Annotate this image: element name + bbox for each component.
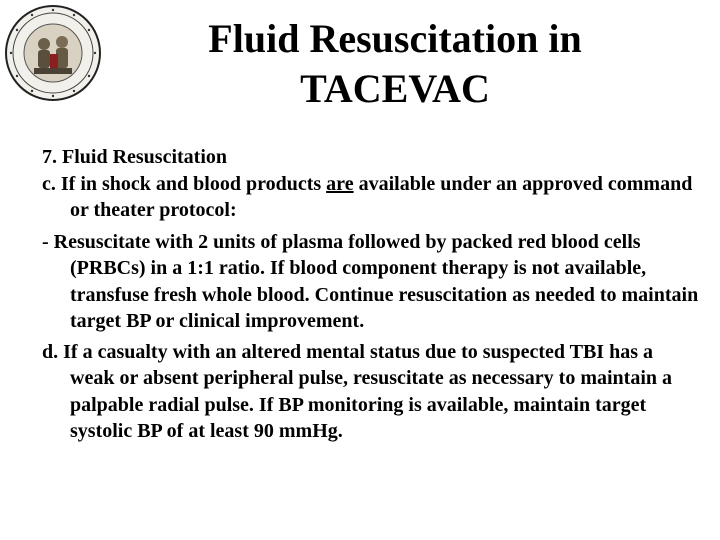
item-c — [42, 171, 702, 224]
item-c-subpoint — [42, 229, 702, 335]
military-seal-logo — [4, 4, 102, 102]
item-c-prefix: c. If in shock and blood products — [42, 172, 327, 195]
title-line-1: Fluid Resuscitation in — [208, 16, 582, 61]
item-d: d. If a casualty with an altered mental status due to suspected TBI has a weak or absent peripheral pulse, resuscitate as necessary to maintain a palpable radial pulse. If BP monitoring is available, maintain target systolic BP of at least 90 mmHg. — [42, 340, 673, 442]
seal-graphic — [4, 4, 102, 102]
item-c-sub-text: - Resuscitate with 2 units of plasma followed by packed red blood cells (PRBCs) in a 1:1 ratio. If blood component therapy is not available, transfuse fresh whole blood. Continue resuscitation as needed to maintain target BP or clinical improvement. — [42, 230, 699, 332]
slide-body — [42, 144, 702, 445]
item-c-emphasis: are — [326, 172, 354, 195]
title-line-2: TACEVAC — [300, 66, 490, 111]
section-heading: 7. Fluid Resuscitation — [42, 146, 228, 168]
item-c-suffix: available under an approved command or theater protocol: — [70, 172, 693, 221]
slide-title — [150, 14, 640, 114]
